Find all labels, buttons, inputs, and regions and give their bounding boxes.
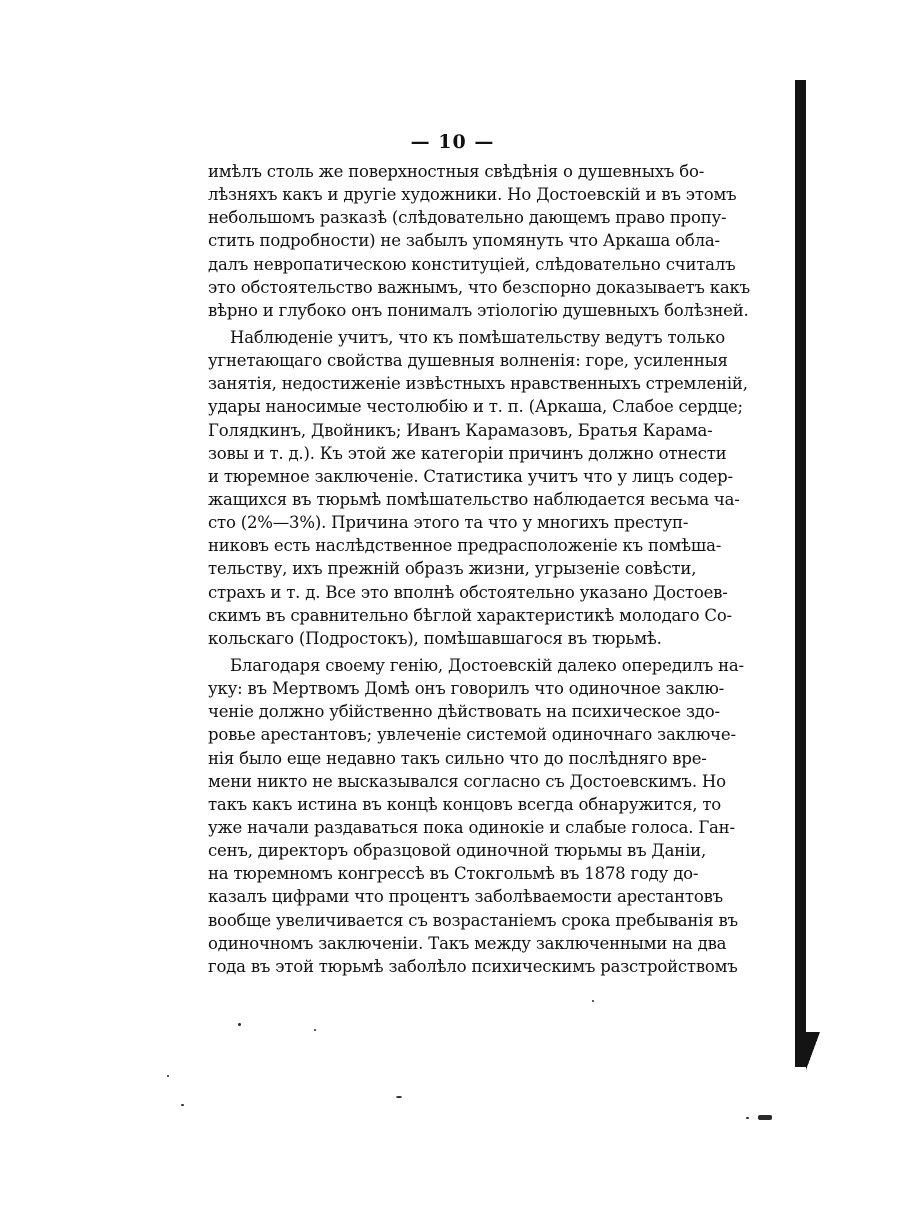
scan-speck: [396, 1096, 402, 1098]
text-line: страхъ и т. д. Все это вполнѣ обстоятельно указано Достоев-: [208, 582, 728, 602]
text-line: никовъ есть наслѣдственное предрасположеніе къ помѣша-: [208, 536, 722, 556]
text-line: года въ этой тюрьмѣ заболѣло психическимъ разстройствомъ: [208, 956, 738, 976]
text-line: вѣрно и глубоко онъ понималъ этіологію душевныхъ болѣзней.: [208, 300, 749, 320]
text-line: угнетающаго свойства душевныя волненія: горе, усиленныя: [208, 351, 728, 371]
paragraph-2: [208, 326, 748, 650]
text-line: мени никто не высказывался согласно съ Достоевскимъ. Но: [208, 771, 726, 791]
text-line: нія было еще недавно такъ сильно что до послѣдняго вре-: [208, 748, 707, 768]
scan-speck: [592, 1000, 594, 1002]
text-line: ровье арестантовъ; увлеченіе системой одиночнаго заключе-: [208, 725, 736, 745]
text-line: жащихся въ тюрьмѣ помѣшательство наблюдается весьма ча-: [208, 489, 740, 509]
paragraph-1: [208, 160, 750, 322]
binding-edge: [795, 80, 806, 1067]
text-line: тельству, ихъ прежній образъ жизни, угрызеніе совѣсти,: [208, 559, 697, 579]
scan-speck: [758, 1115, 772, 1120]
text-line: удары наносимые честолюбію и т. п. (Аркаша, Слабое сердце;: [208, 397, 743, 417]
text-line: Голядкинъ, Двойникъ; Иванъ Карамазовъ, Братья Карама-: [208, 420, 713, 440]
text-line: уку: въ Мертвомъ Домѣ онъ говорилъ что одиночное заклю-: [208, 679, 725, 699]
text-line: небольшомъ разказѣ (слѣдовательно дающемъ право пропу-: [208, 208, 727, 228]
text-line: скимъ въ сравнительно бѣглой характеристикѣ молодаго Со-: [208, 605, 732, 625]
binding-edge-tail: [806, 1032, 820, 1070]
page-number: — 10 —: [410, 131, 495, 153]
text-line: далъ невропатическою конституціей, слѣдовательно считалъ: [208, 254, 736, 274]
paragraph-3: [208, 654, 744, 978]
text-line: кольскаго (Подростокъ), помѣшавшагося въ тюрьмѣ.: [208, 628, 662, 648]
text-line: Наблюденіе учитъ, что къ помѣшательству ведутъ только: [230, 327, 726, 347]
text-line: сто (2%—3%). Причина этого та что у многихъ преступ-: [208, 513, 689, 533]
text-line: такъ какъ истина въ концѣ концовъ всегда обнаружится, то: [208, 794, 722, 814]
scan-speck: [746, 1117, 749, 1119]
text-line: зовы и т. д.). Къ этой же категоріи причинъ должно отнести: [208, 443, 727, 463]
text-line: имѣлъ столь же поверхностныя свѣдѣнія о душевныхъ бо-: [208, 162, 705, 181]
body-text: [208, 160, 750, 978]
scan-speck: [167, 1075, 169, 1077]
text-line: Благодаря своему генію, Достоевскій далеко опередилъ на-: [230, 655, 744, 675]
text-line: уже начали раздаваться пока одинокіе и слабые голоса. Ган-: [208, 817, 735, 837]
text-line: ченіе должно убійственно дѣйствовать на психическое здо-: [208, 702, 720, 722]
text-line: занятія, недостиженіе извѣстныхъ нравственныхъ стремленій,: [208, 374, 748, 394]
text-line: это обстоятельство важнымъ, что безспорно доказываетъ какъ: [208, 277, 750, 297]
text-line: сенъ, директоръ образцовой одиночной тюрьмы въ Даніи,: [208, 841, 706, 861]
text-line: казалъ цифрами что процентъ заболѣваемости арестантовъ: [208, 887, 723, 907]
text-line: одиночномъ заключеніи. Такъ между заключенными на два: [208, 933, 727, 953]
scan-speck: [314, 1029, 316, 1031]
scan-speck: [238, 1023, 241, 1026]
text-line: лѣзняхъ какъ и другіе художники. Но Достоевскій и въ этомъ: [208, 185, 737, 205]
text-line: и тюремное заключеніе. Статистика учитъ что у лицъ содер-: [208, 466, 733, 486]
text-line: стить подробности) не забылъ упомянуть что Аркаша обла-: [208, 231, 720, 251]
text-line: вообще увеличивается съ возрастаніемъ срока пребыванія въ: [208, 910, 738, 930]
scan-speck: [181, 1104, 184, 1106]
text-line: на тюремномъ конгрессѣ въ Стокгольмѣ въ 1878 году до-: [208, 864, 699, 884]
